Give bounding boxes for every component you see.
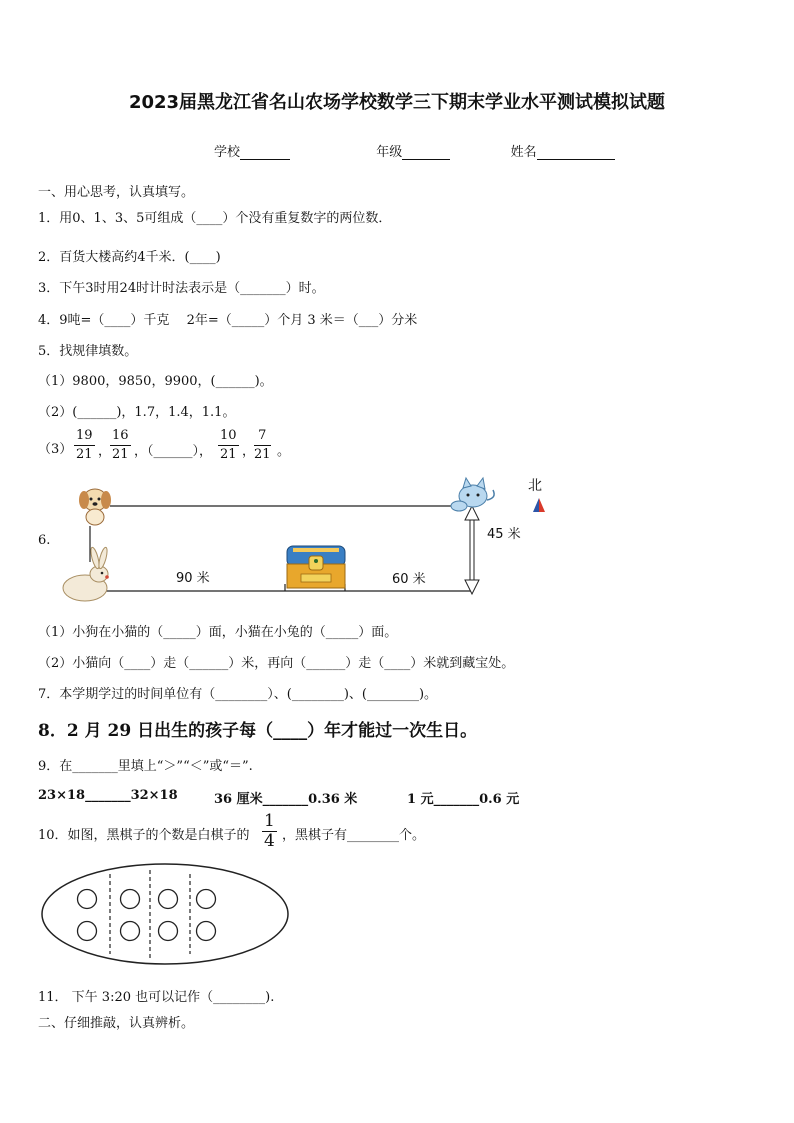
- fraction-7-21: $\frac{7}{21}$: [254, 428, 271, 462]
- question-2: 2．百货大楼高约4千米．(____): [38, 250, 221, 265]
- white-piece-icon: [78, 890, 97, 909]
- fraction-separator: ，: [242, 444, 256, 459]
- fraction-10-21: $\frac{10}{21}$: [220, 428, 237, 462]
- fraction-separator: ，: [98, 444, 112, 459]
- question-4: 4．9吨=（____）千克 2年=（_____）个月 3 米＝（___）分米: [38, 313, 418, 328]
- question-9: 9．在_______里填上“＞”“＜”或“＝”.: [38, 759, 253, 774]
- question-9-item-3: 1 元_______0.6 元: [407, 792, 520, 807]
- question-7: 7．本学期学过的时间单位有（________）、(________)、(________)。: [38, 687, 438, 702]
- question-6-number: 6.: [38, 533, 51, 548]
- question-9-item-1: 23×18_______32×18: [38, 788, 178, 803]
- north-arrow-icon: [533, 498, 545, 512]
- distance-90m: 90 米: [176, 571, 210, 586]
- chess-pieces-figure: [40, 862, 290, 966]
- question-6-2: （2）小猫向（____）走（______）米，再向（______）走（____）米就到藏宝处。: [38, 656, 515, 671]
- outer-ellipse: [42, 864, 288, 964]
- student-info-row: [214, 141, 634, 160]
- distance-45m: 45 米: [487, 527, 521, 542]
- question-10-text-end: ，黑棋子有________个。: [282, 828, 426, 843]
- question-1: 1．用0、1、3、5可组成（____）个没有重复数字的两位数．: [38, 211, 392, 226]
- fraction-16-21: $\frac{16}{21}$: [112, 428, 129, 462]
- white-piece-icon: [159, 922, 178, 941]
- white-piece-icon: [121, 922, 140, 941]
- section-2-heading: 二、仔细推敲，认真辨析。: [38, 1016, 195, 1031]
- white-piece-icon: [197, 890, 216, 909]
- question-5-3-blank: ，（______），: [134, 444, 213, 459]
- white-piece-icon: [159, 890, 178, 909]
- question-11: 11． 下午 3:20 也可以记作（________).: [38, 990, 275, 1005]
- white-piece-icon: [121, 890, 140, 909]
- arrow-head-up: [465, 506, 479, 520]
- treasure-chest-icon: [287, 546, 345, 588]
- distance-60m: 60 米: [392, 572, 426, 587]
- cat-icon: [451, 478, 494, 511]
- name-field[interactable]: [537, 145, 615, 160]
- question-5: 5．找规律填数。: [38, 344, 138, 359]
- question-5-3-end: 。: [277, 444, 291, 459]
- grade-field[interactable]: [402, 145, 450, 160]
- question-3: 3．下午3时用24时计时法表示是（_______）时。: [38, 281, 325, 296]
- arrow-head-down: [465, 580, 479, 594]
- question-9-item-2: 36 厘米_______0.36 米: [214, 792, 358, 807]
- treasure-map-diagram: [55, 470, 555, 610]
- fraction-1-4: $\frac{1}{4}$: [264, 811, 275, 851]
- grade-label: 年级: [376, 145, 403, 160]
- chess-piece-icons: [78, 890, 216, 941]
- north-label: 北: [528, 478, 542, 494]
- white-piece-icon: [78, 922, 97, 941]
- question-5-1: （1）9800，9850，9900，(______)。: [38, 374, 273, 389]
- rabbit-icon: [63, 547, 109, 601]
- question-6-1: （1）小狗在小猫的（_____）面，小猫在小兔的（_____）面。: [38, 625, 398, 640]
- page-title: 2023届黑龙江省名山农场学校数学三下期末学业水平测试模拟试题: [128, 92, 666, 113]
- question-5-3-prefix: （3）: [38, 442, 73, 457]
- section-1-heading: 一、用心思考，认真填写。: [38, 185, 195, 200]
- school-label: 学校: [214, 145, 241, 160]
- question-10-text: 10．如图，黑棋子的个数是白棋子的: [38, 828, 250, 843]
- dog-icon: [79, 489, 111, 525]
- question-8: 8．2 月 29 日出生的孩子每（____）年才能过一次生日。: [38, 721, 478, 741]
- name-label: 姓名: [510, 145, 537, 160]
- white-piece-icon: [197, 922, 216, 941]
- school-field[interactable]: [240, 145, 290, 160]
- question-5-2: （2）(______)，1.7，1.4，1.1。: [38, 405, 236, 420]
- fraction-19-21: $\frac{19}{21}$: [76, 428, 93, 462]
